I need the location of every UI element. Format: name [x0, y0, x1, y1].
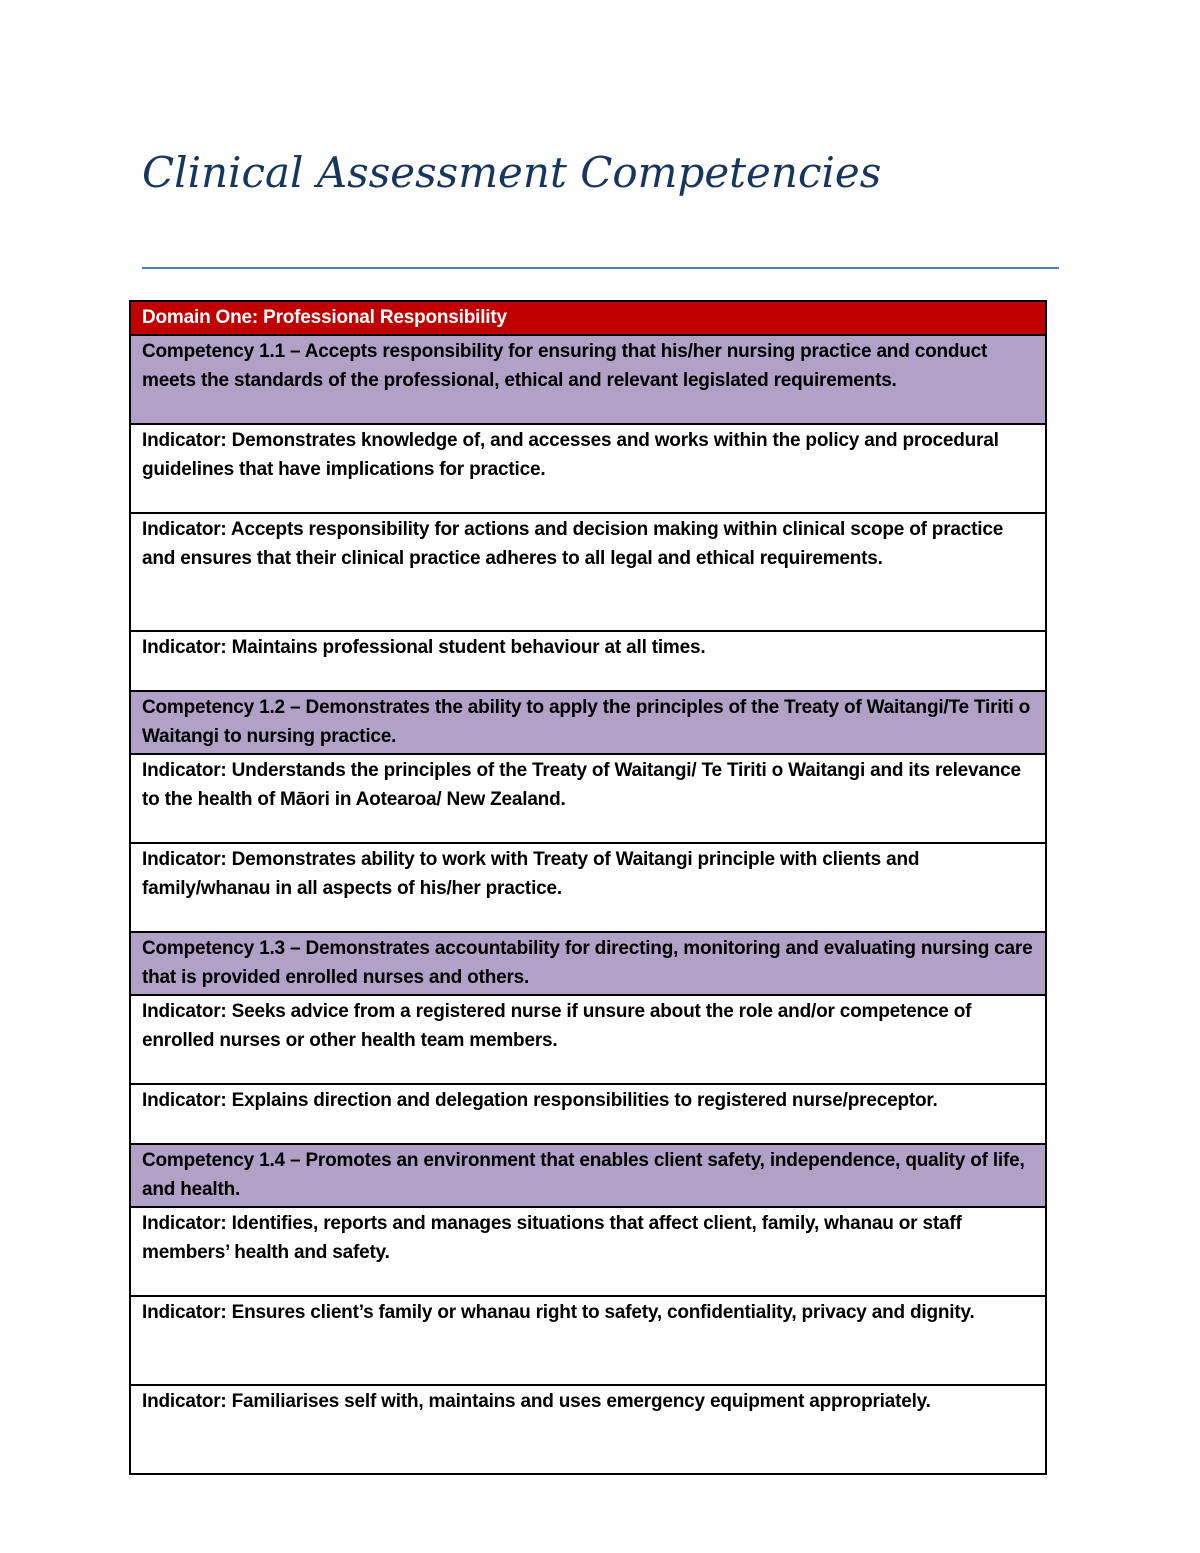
indicator-row [130, 424, 1046, 513]
indicator-row [130, 995, 1046, 1084]
indicator-row [130, 1296, 1046, 1385]
competency-1-1: Competency 1.1 – Accepts responsibility for ensuring that his/her nursing practice and conduct meets the standards of the professional, ethical and relevant legislated requirements. [130, 335, 1046, 424]
competency-row [130, 932, 1046, 995]
competency-1-3: Competency 1.3 – Demonstrates accountability for directing, monitoring and evaluating nursing care that is provided enrolled nurses and others. [130, 932, 1046, 995]
indicator-row [130, 1084, 1046, 1144]
indicator-cell: Indicator: Familiarises self with, maintains and uses emergency equipment appropriately. [130, 1385, 1046, 1474]
indicator-cell: Indicator: Seeks advice from a registered nurse if unsure about the role and/or competence of enrolled nurses or other health team members. [130, 995, 1046, 1084]
page-title: Clinical Assessment Competencies [142, 148, 882, 197]
competency-row [130, 1144, 1046, 1207]
domain-header-row [130, 301, 1046, 335]
indicator-row [130, 513, 1046, 631]
indicator-row [130, 843, 1046, 932]
indicator-cell: Indicator: Demonstrates knowledge of, and accesses and works within the policy and procedural guidelines that have implications for practice. [130, 424, 1046, 513]
indicator-row [130, 754, 1046, 843]
competency-row [130, 691, 1046, 754]
competency-table [129, 300, 1047, 1475]
title-divider [142, 267, 1059, 269]
competency-row [130, 335, 1046, 424]
indicator-cell: Indicator: Understands the principles of the Treaty of Waitangi/ Te Tiriti o Waitangi and its relevance to the health of Māori in Aotearoa/ New Zealand. [130, 754, 1046, 843]
indicator-row [130, 631, 1046, 691]
indicator-row [130, 1385, 1046, 1474]
domain-header: Domain One: Professional Responsibility [130, 301, 1046, 335]
indicator-cell: Indicator: Demonstrates ability to work with Treaty of Waitangi principle with clients and family/whanau in all aspects of his/her practice. [130, 843, 1046, 932]
indicator-row [130, 1207, 1046, 1296]
competency-1-2: Competency 1.2 – Demonstrates the ability to apply the principles of the Treaty of Waitangi/Te Tiriti o Waitangi to nursing practice. [130, 691, 1046, 754]
indicator-cell: Indicator: Maintains professional student behaviour at all times. [130, 631, 1046, 691]
indicator-cell: Indicator: Identifies, reports and manages situations that affect client, family, whanau or staff members’ health and safety. [130, 1207, 1046, 1296]
indicator-cell: Indicator: Accepts responsibility for actions and decision making within clinical scope of practice and ensures that their clinical practice adheres to all legal and ethical requirements. [130, 513, 1046, 631]
indicator-cell: Indicator: Explains direction and delegation responsibilities to registered nurse/preceptor. [130, 1084, 1046, 1144]
competency-1-4: Competency 1.4 – Promotes an environment that enables client safety, independence, quality of life, and health. [130, 1144, 1046, 1207]
indicator-cell: Indicator: Ensures client’s family or whanau right to safety, confidentiality, privacy and dignity. [130, 1296, 1046, 1385]
